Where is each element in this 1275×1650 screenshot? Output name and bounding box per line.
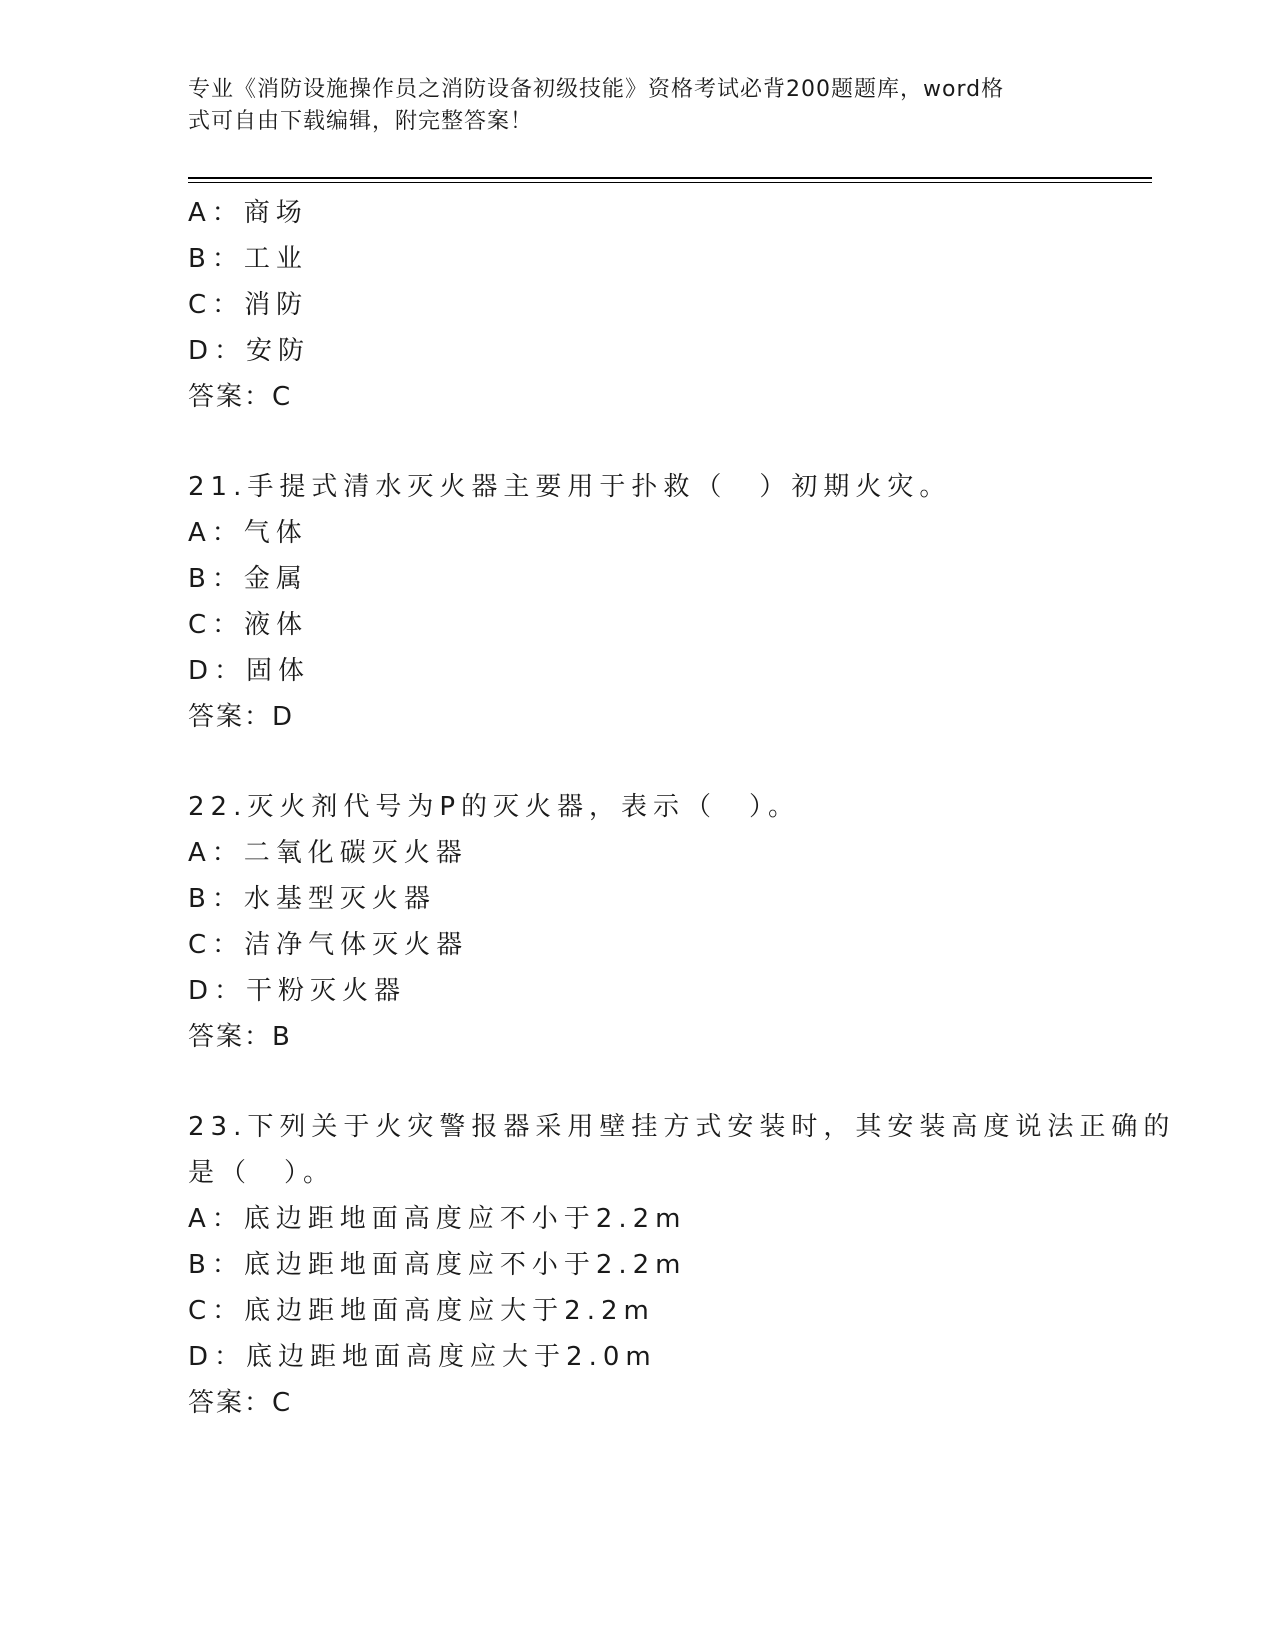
option-c: C：洁净气体灭火器 (188, 930, 469, 960)
option-d: D：固体 (188, 656, 311, 686)
question-text-line-1: 23.下列关于火灾警报器采用壁挂方式安装时，其安装高度说法正确的 (188, 1112, 1176, 1142)
option-b: B：水基型灭火器 (188, 884, 436, 914)
option-a: A：气体 (188, 518, 308, 548)
question-text: 21.手提式清水灭火器主要用于扑救（ ）初期火灾。 (188, 472, 952, 502)
question-text: 22.灭火剂代号为P的灭火器，表示（ ）。 (188, 792, 801, 822)
option-a: A：二氧化碳灭火器 (188, 838, 468, 868)
answer-line: 答案：C (188, 1388, 293, 1418)
answer-line: 答案：D (188, 702, 295, 732)
option-c: C：消防 (188, 290, 309, 320)
header-line-2: 式可自由下载编辑，附完整答案！ (188, 109, 534, 134)
question-text-line-2: 是（ ）。 (188, 1158, 336, 1188)
question-block-21 (188, 464, 1088, 740)
option-d: D：底边距地面高度应大于2.0m (188, 1342, 657, 1372)
header-divider-thin (188, 182, 1152, 183)
option-a: A：底边距地面高度应不小于2.2m (188, 1204, 687, 1234)
question-block-23 (188, 1104, 1176, 1426)
header-line-1: 专业《消防设施操作员之消防设备初级技能》资格考试必背200题题库，word格 (188, 77, 1005, 102)
question-list (188, 190, 1176, 1426)
option-d: D：干粉灭火器 (188, 976, 407, 1006)
option-c: C：底边距地面高度应大于2.2m (188, 1296, 655, 1326)
option-c: C：液体 (188, 610, 309, 640)
answer-line: 答案：C (188, 382, 293, 412)
option-b: B：工业 (188, 244, 308, 274)
answer-line: 答案：B (188, 1022, 292, 1052)
option-d: D：安防 (188, 336, 311, 366)
header-divider-thick (188, 177, 1152, 179)
option-b: B：底边距地面高度应不小于2.2m (188, 1250, 687, 1280)
question-block-22 (188, 784, 1088, 1060)
option-a: A：商场 (188, 198, 308, 228)
document-header (188, 74, 1088, 138)
option-b: B：金属 (188, 564, 308, 594)
question-block-20 (188, 190, 1088, 420)
